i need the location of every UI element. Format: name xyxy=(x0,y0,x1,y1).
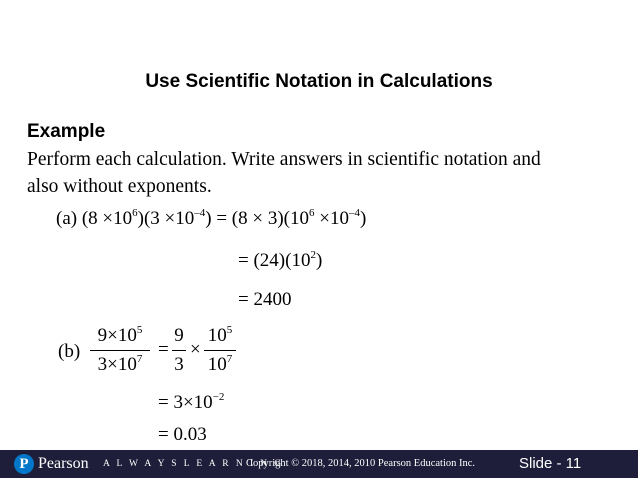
part-a-lhs: $(8 \times 10^6)(3 \times 10^{-4})$ xyxy=(81,207,212,229)
part-a-rhs: = $(8 \times 3)(10^6 \times 10^{-4})$ xyxy=(216,207,367,229)
footer-copyright: Copyright © 2018, 2014, 2010 Pearson Education Inc. xyxy=(246,458,476,469)
fraction-1-numerator: $9\times 10^5$ xyxy=(97,324,143,346)
fraction-3-bar xyxy=(204,350,236,351)
part-b-equals: = xyxy=(158,339,169,360)
pearson-wordmark: Pearson xyxy=(38,455,89,472)
part-a-step-3: = 2400 xyxy=(238,289,292,310)
slide-number: Slide - 11 xyxy=(519,455,582,472)
footer-bar xyxy=(0,450,638,478)
part-b-fraction-1 xyxy=(90,325,150,376)
part-a-label: (a) xyxy=(56,208,78,229)
fraction-3-numerator: $10^5$ xyxy=(207,324,233,346)
fraction-2-denominator: 3 xyxy=(174,354,184,375)
part-a-equation xyxy=(56,208,366,230)
part-a-step-2: = $(24)(10^2)$ xyxy=(238,249,323,271)
part-b-fraction-3 xyxy=(204,325,236,376)
part-b-label: (b) xyxy=(58,341,81,362)
pearson-logo-icon: P xyxy=(14,454,34,474)
fraction-2-numerator: 9 xyxy=(174,325,184,346)
part-b-fraction-2 xyxy=(172,325,186,376)
fraction-2-bar xyxy=(172,350,186,351)
instruction-line-1: Perform each calculation. Write answers in scientific notation and xyxy=(27,149,541,170)
fraction-3-denominator: $10^7$ xyxy=(207,353,233,375)
example-heading: Example xyxy=(27,121,106,142)
part-b-step-3: = 0.03 xyxy=(158,424,207,445)
footer-tagline: A L W A Y S L E A R N I N G xyxy=(103,459,284,469)
slide-title: Use Scientific Notation in Calculations xyxy=(145,71,493,92)
instruction-line-2: also without exponents. xyxy=(27,176,212,197)
fraction-1-bar xyxy=(90,350,150,351)
part-b-step-2: = $3\times 10^{-2}$ xyxy=(158,391,225,413)
part-b-times: × xyxy=(190,339,201,360)
fraction-1-denominator: $3\times 10^7$ xyxy=(97,353,143,375)
